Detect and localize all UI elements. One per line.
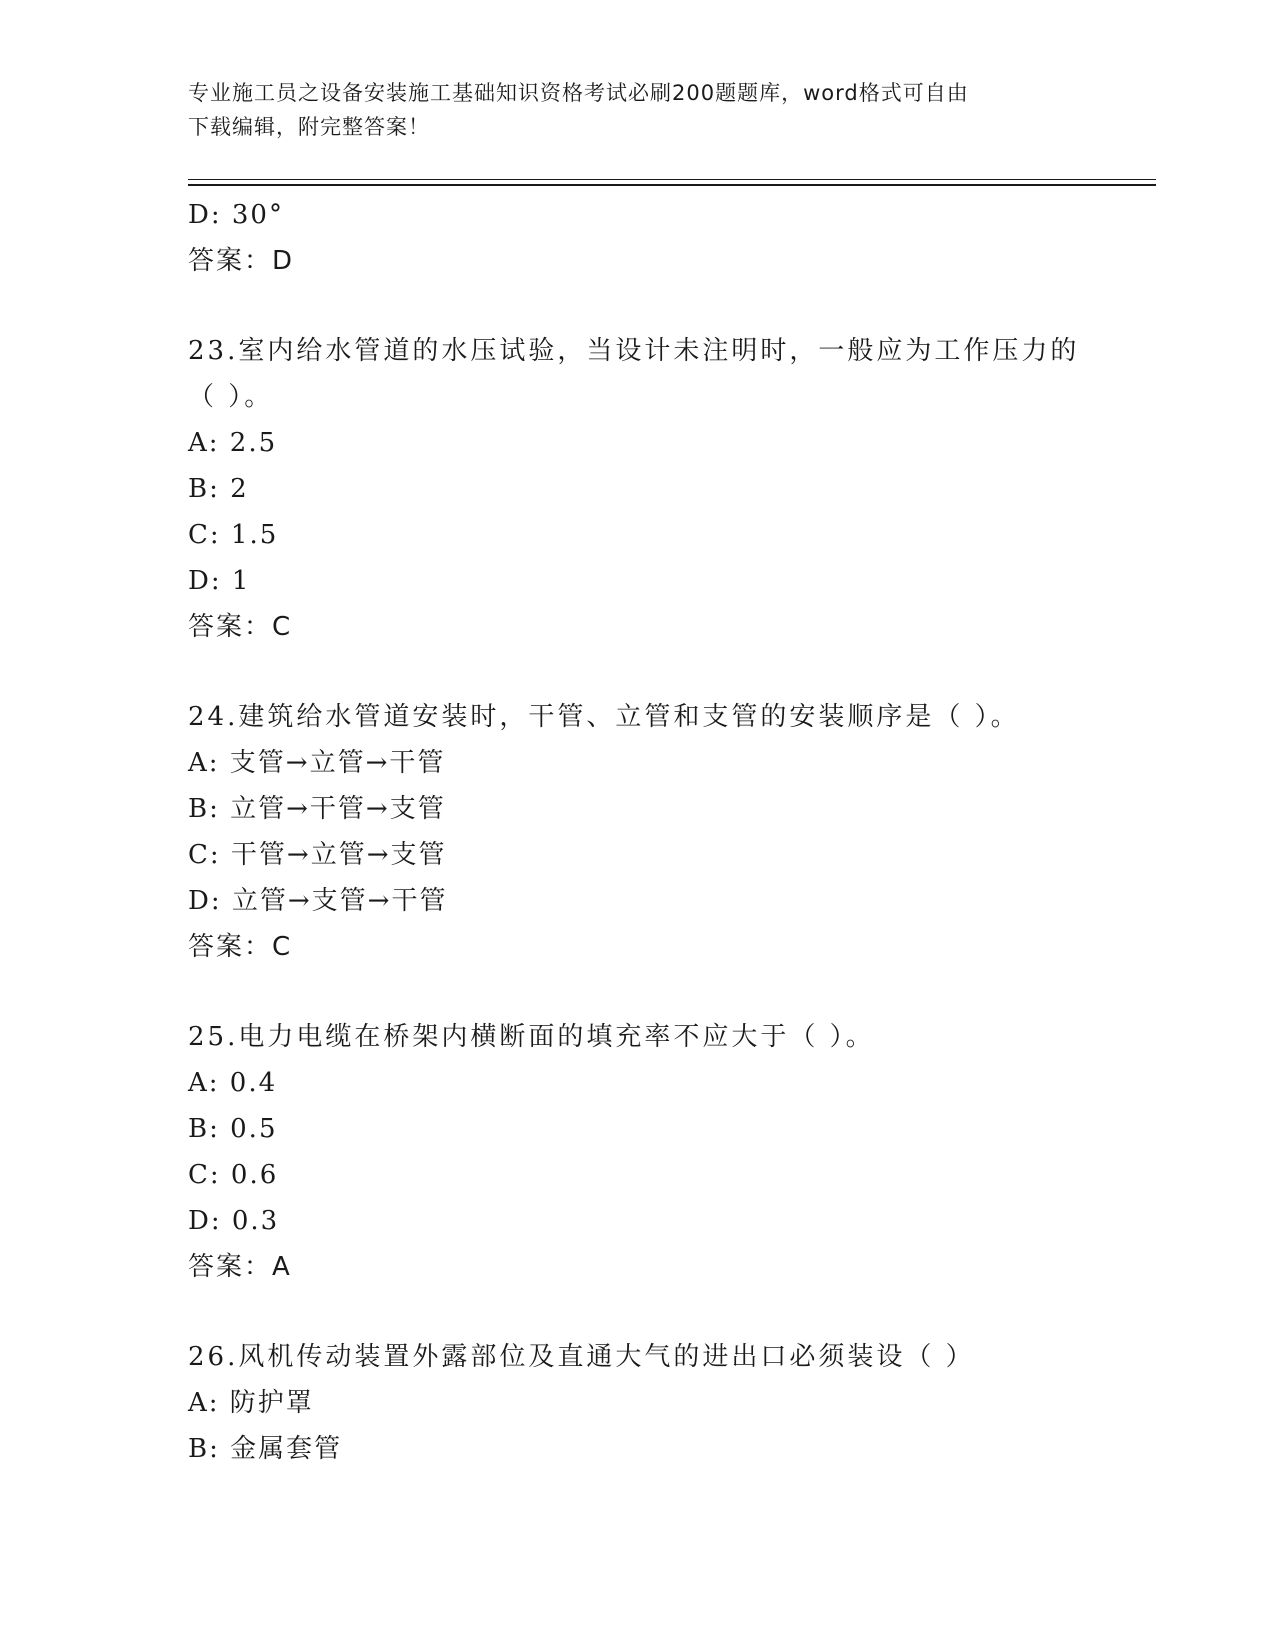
header-divider-thick (188, 184, 1156, 186)
spacer (188, 284, 1088, 328)
question-list (188, 192, 1088, 1472)
option-a: A: 支管→立管→干管 (188, 748, 446, 778)
header-title-line-2: 下载编辑，附完整答案！ (188, 115, 430, 139)
option-a: A: 2.5 (188, 428, 278, 458)
question-stem: 26.风机传动装置外露部位及直通大气的进出口必须装设（ ） (188, 1342, 975, 1372)
prev-answer: 答案：D (188, 246, 295, 276)
header-title-line-1: 专业施工员之设备安装施工基础知识资格考试必刷200题题库，word格式可自由 (188, 81, 969, 105)
question-25 (188, 1014, 1088, 1290)
option-b: B: 2 (188, 474, 249, 504)
answer: 答案：C (188, 932, 293, 962)
option-d: D: 1 (188, 566, 251, 596)
answer: 答案：A (188, 1252, 292, 1282)
question-stem: 23.室内给水管道的水压试验，当设计未注明时，一般应为工作压力的 (188, 336, 1080, 366)
option-b: B: 金属套管 (188, 1434, 343, 1464)
option-c: C: 0.6 (188, 1160, 279, 1190)
question-stem-continued: （ ）。 (188, 382, 274, 412)
option-b: B: 0.5 (188, 1114, 278, 1144)
option-c: C: 干管→立管→支管 (188, 840, 447, 870)
question-26 (188, 1334, 1088, 1472)
question-stem: 24.建筑给水管道安装时，干管、立管和支管的安装顺序是（ ）。 (188, 702, 1020, 732)
question-24 (188, 694, 1088, 970)
answer: 答案：C (188, 612, 293, 642)
question-23 (188, 328, 1088, 650)
question-stem: 25.电力电缆在桥架内横断面的填充率不应大于（ ）。 (188, 1022, 875, 1052)
option-b: B: 立管→干管→支管 (188, 794, 446, 824)
option-d: D: 立管→支管→干管 (188, 886, 448, 916)
header-divider-thin (188, 179, 1156, 180)
option-a: A: 防护罩 (188, 1388, 314, 1418)
document-header (188, 76, 1088, 144)
spacer (188, 1290, 1088, 1334)
option-a: A: 0.4 (188, 1068, 278, 1098)
spacer (188, 650, 1088, 694)
spacer (188, 970, 1088, 1014)
prev-option-d: D: 30° (188, 200, 284, 230)
option-c: C: 1.5 (188, 520, 279, 550)
option-d: D: 0.3 (188, 1206, 280, 1236)
